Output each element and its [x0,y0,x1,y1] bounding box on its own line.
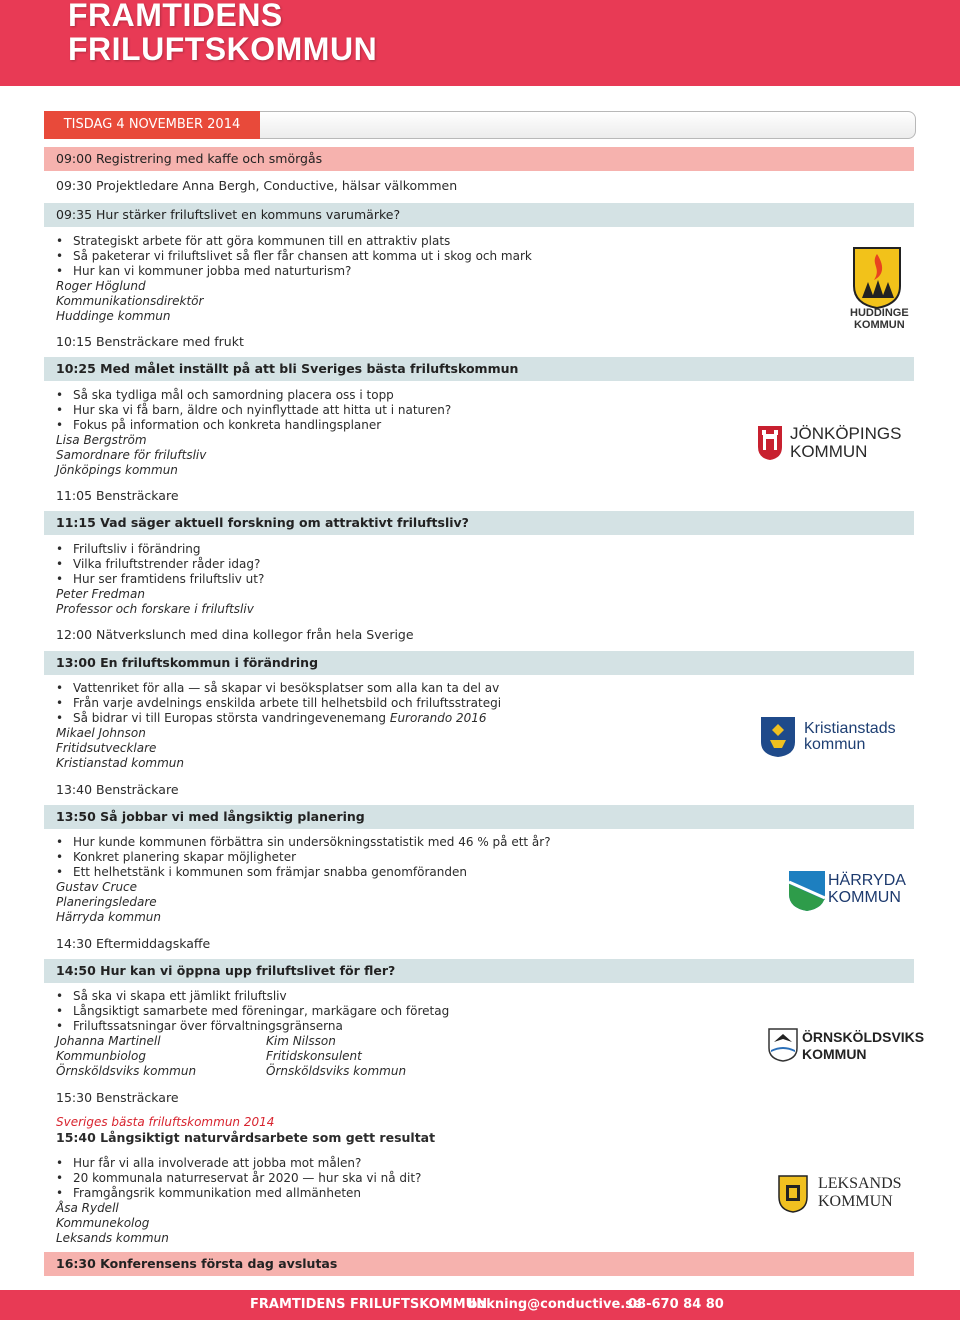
speaker-name: Roger Höglund [56,279,146,293]
registration-heading: 09:00 Registrering med kaffe och smörgås [56,151,323,166]
break-line: 15:30 Bensträckare [56,1090,179,1105]
title-line-2: FRILUFTSKOMMUN [68,31,378,67]
speaker-org: Örnsköldsviks kommun [56,1064,197,1078]
speaker-title: Kommunekolog [56,1216,150,1230]
session-heading: 14:50 Hur kan vi öppna upp friluftslivet för fler? [56,963,396,978]
footer-phone[interactable]: 08-670 84 80 [628,1297,724,1312]
speaker-org: Leksands kommun [56,1231,169,1245]
session-heading-band [44,203,914,227]
jonkoping-crest-icon [757,425,783,461]
ornskoldsvik-logo-text: ÖRNSKÖLDSVIKS KOMMUN [802,1029,925,1062]
huddinge-logo [852,246,902,310]
speaker-name: Kim Nilsson [266,1034,336,1048]
speaker-title: Planeringsledare [56,895,157,909]
page-footer [0,1290,960,1320]
session-heading-band [44,805,914,829]
kristianstad-crest-icon [760,716,796,758]
jonkoping-logo-text: JÖNKÖPINGS KOMMUN [790,424,902,461]
break-line: 10:15 Bensträckare med frukt [56,334,244,349]
speaker-name: Gustav Cruce [56,880,138,894]
session-heading: 13:00 En friluftskommun i förändring [56,655,319,670]
award-label: Sveriges bästa friluftskommun 2014 [56,1115,275,1129]
footer-email[interactable]: bokning@conductive.se [468,1297,642,1312]
session-heading-band [44,357,914,381]
session-heading: 11:15 Vad säger aktuell forskning om attraktivt friluftsliv? [56,515,469,530]
speaker-title: Samordnare för friluftsliv [56,448,207,462]
session-heading: 09:35 Hur stärker friluftslivet en kommuns varumärke? [56,207,401,222]
speaker-title: Kommunbiolog [56,1049,146,1063]
leksand-crest-icon [778,1175,808,1213]
speaker-title: Fritidskonsulent [266,1049,362,1063]
lunch-line: 12:00 Nätverkslunch med dina kollegor från hela Sverige [56,627,414,642]
kristianstad-logo-text: Kristianstads kommun [804,720,896,753]
break-line: 14:30 Eftermiddagskaffe [56,936,211,951]
leksand-logo-text: LEKSANDS KOMMUN [818,1175,902,1210]
ornskoldsvik-crest-icon [768,1028,798,1062]
speaker-title: Fritidsutvecklare [56,741,157,755]
welcome-line: 09:30 Projektledare Anna Bergh, Conductive, hälsar välkommen [56,178,458,193]
session-heading: 10:25 Med målet inställt på att bli Sveriges bästa friluftskommun [56,361,519,376]
break-line: 13:40 Bensträckare [56,782,179,797]
speaker-name: Åsa Rydell [56,1201,119,1215]
speaker-name: Peter Fredman [56,587,145,601]
closing-heading: 16:30 Konferensens första dag avslutas [56,1256,338,1271]
harryda-logo-text: HÄRRYDA KOMMUN [828,872,906,906]
session-heading: 13:50 Så jobbar vi med långsiktig planering [56,809,365,824]
page-header [0,0,960,86]
session-heading-band [44,651,914,675]
footer-name: FRAMTIDENS FRILUFTSKOMMUN [250,1297,488,1312]
session-heading-band [44,511,914,535]
session-heading-band [44,959,914,983]
speaker-title: Professor och forskare i friluftsliv [56,602,254,616]
speaker-name: Johanna Martinell [56,1034,161,1048]
speaker-org: Jönköpings kommun [56,463,178,477]
closing-band [44,1252,914,1276]
session-heading: 15:40 Långsiktigt naturvårdsarbete som gett resultat [56,1130,436,1145]
speaker-org: Örnsköldsviks kommun [266,1064,407,1078]
speaker-org: Huddinge kommun [56,309,171,323]
speaker-name: Mikael Johnson [56,726,146,740]
huddinge-logo-text: HUDDINGE KOMMUN [850,307,909,331]
break-line: 11:05 Bensträckare [56,488,179,503]
title-line-1: FRAMTIDENS [68,0,283,33]
tab-date[interactable]: TISDAG 4 NOVEMBER 2014 [44,111,260,139]
harryda-crest-icon [788,870,826,912]
speaker-title: Kommunikationsdirektör [56,294,204,308]
speaker-name: Lisa Bergström [56,433,147,447]
speaker-org: Härryda kommun [56,910,162,924]
speaker-org: Kristianstad kommun [56,756,185,770]
registration-band [44,147,914,171]
